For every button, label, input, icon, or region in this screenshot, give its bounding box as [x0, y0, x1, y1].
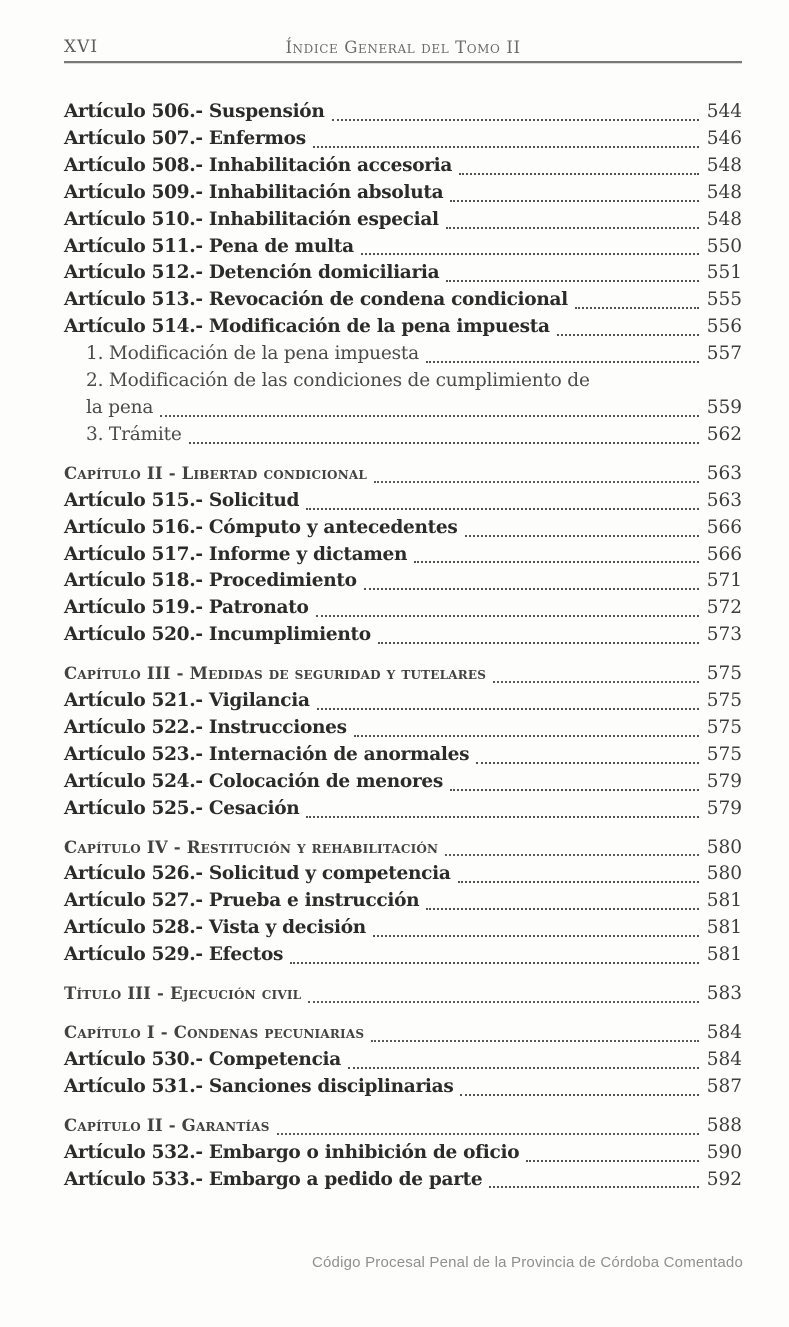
- toc-entry-label: Artículo 528.- Vista y decisión: [64, 917, 366, 939]
- dot-leader: [446, 227, 699, 229]
- toc-entry-page-number: 575: [706, 743, 742, 765]
- toc-entry-page-number: 583: [706, 983, 742, 1005]
- dot-leader: [575, 307, 699, 309]
- toc-entry: [64, 981, 742, 1008]
- toc-entry: [64, 287, 742, 314]
- toc-entry-page-number: 551: [706, 262, 742, 284]
- dot-leader: [290, 962, 699, 964]
- toc-entry-label: Capítulo II - Garantías: [64, 1115, 270, 1135]
- toc-entry-label: Artículo 513.- Revocación de condena condicional: [64, 289, 568, 311]
- toc-entry-page-number: 584: [706, 1048, 742, 1070]
- toc-entry-page-number: 548: [706, 154, 742, 176]
- toc-entry: [64, 1140, 742, 1167]
- dot-leader: [414, 561, 699, 563]
- toc-entry: [64, 1113, 742, 1140]
- toc-entry: [64, 769, 742, 796]
- toc-entry-label: Artículo 515.- Solicitud: [64, 489, 300, 511]
- toc-entry-label: Artículo 516.- Cómputo y antecedentes: [64, 516, 458, 538]
- toc-entry-label: Capítulo II - Libertad condicional: [64, 463, 368, 483]
- toc-entry-label: 3. Trámite: [86, 423, 182, 445]
- toc-entry: [64, 180, 742, 207]
- toc-entry-label: Capítulo III - Medidas de seguridad y tutelares: [64, 664, 487, 684]
- toc-entry-page-number: 544: [706, 101, 742, 122]
- toc-entry: [64, 314, 742, 341]
- toc-entry-label: Artículo 523.- Internación de anormales: [64, 743, 470, 765]
- dot-leader: [374, 481, 699, 483]
- toc-entry-page-number: 563: [706, 462, 742, 484]
- dot-leader: [445, 854, 699, 856]
- toc-entry: [64, 1047, 742, 1074]
- toc-entry: [64, 126, 742, 153]
- dot-leader: [371, 1040, 699, 1042]
- toc-entry: [64, 622, 742, 649]
- header-rule: [64, 61, 742, 63]
- toc-entry: [64, 153, 742, 180]
- toc-entry: [64, 341, 742, 368]
- toc-entry: [64, 422, 742, 449]
- toc-entry-page-number: 580: [706, 863, 742, 885]
- toc-entry-label: Artículo 532.- Embargo o inhibición de oficio: [64, 1141, 520, 1163]
- toc-entry-page-number: 573: [706, 624, 742, 646]
- toc-entry: [64, 568, 742, 595]
- toc-entry-page-number: 592: [706, 1168, 742, 1190]
- dot-leader: [465, 535, 700, 537]
- dot-leader: [446, 280, 699, 282]
- toc-entry-page-number: 581: [706, 890, 742, 912]
- toc-entry-page-number: 572: [706, 597, 742, 619]
- toc-entry-page-number: 550: [706, 235, 742, 257]
- toc-entry-label: Artículo 512.- Detención domiciliaria: [64, 262, 440, 284]
- toc-entry-label: Artículo 529.- Efectos: [64, 944, 284, 966]
- dot-leader: [450, 789, 699, 791]
- toc-entry-label: Artículo 519.- Patronato: [64, 597, 309, 619]
- toc-entry: [64, 515, 742, 542]
- toc-entry: [64, 715, 742, 742]
- toc-entry-page-number: 590: [706, 1141, 742, 1163]
- toc-list: [64, 99, 742, 1193]
- dot-leader: [354, 735, 699, 737]
- toc-entry-label: Artículo 509.- Inhabilitación absoluta: [64, 181, 444, 203]
- dot-leader: [378, 642, 699, 644]
- toc-entry-page-number: 581: [706, 944, 742, 966]
- toc-entry: [64, 742, 742, 769]
- toc-entry: [64, 1167, 742, 1194]
- toc-entry-page-number: 584: [706, 1022, 742, 1043]
- toc-entry-page-number: 562: [706, 423, 742, 445]
- toc-entry: [64, 260, 742, 287]
- dot-leader: [557, 334, 699, 336]
- dot-leader: [364, 588, 699, 590]
- toc-entry-page-number: 575: [706, 690, 742, 712]
- toc-entry-label: Artículo 533.- Embargo a pedido de parte: [64, 1168, 483, 1190]
- dot-leader: [373, 935, 699, 937]
- toc-entry-page-number: 571: [706, 570, 742, 592]
- toc-entry-page-number: 579: [706, 770, 742, 792]
- toc-entry-label: Artículo 524.- Colocación de menores: [64, 770, 443, 792]
- toc-entry-label: Artículo 510.- Inhabilitación especial: [64, 208, 439, 230]
- toc-entry: [64, 542, 742, 569]
- toc-entry-label: Artículo 525.- Cesación: [64, 797, 300, 819]
- toc-entry-label: Artículo 514.- Modificación de la pena impuesta: [64, 316, 550, 338]
- toc-entry-label: Artículo 530.- Competencia: [64, 1048, 341, 1070]
- toc-entry: [64, 835, 742, 862]
- toc-entry-page-number: 579: [706, 797, 742, 819]
- dot-leader: [361, 253, 699, 255]
- dot-leader: [458, 881, 699, 883]
- dot-leader: [489, 1186, 699, 1188]
- dot-leader: [526, 1160, 699, 1162]
- dot-leader: [306, 508, 699, 510]
- toc-entry: [64, 207, 742, 234]
- dot-leader: [476, 762, 699, 764]
- toc-entry-page-number: 555: [706, 289, 742, 311]
- toc-entry: [64, 1020, 742, 1047]
- toc-entry-page-number: 563: [706, 489, 742, 511]
- dot-leader: [189, 442, 699, 444]
- toc-entry: [64, 99, 742, 126]
- dot-leader: [313, 146, 699, 148]
- toc-entry-page-number: 548: [706, 181, 742, 203]
- toc-entry-label: Artículo 507.- Enfermos: [64, 127, 306, 149]
- toc-entry-page-number: 580: [706, 836, 742, 858]
- toc-entry-page-number: 548: [706, 208, 742, 230]
- toc-entry: [64, 915, 742, 942]
- toc-entry-label: Capítulo IV - Restitución y rehabilitación: [64, 837, 439, 857]
- dot-leader: [459, 173, 699, 175]
- toc-entry: [64, 942, 742, 969]
- toc-entry: [64, 888, 742, 915]
- toc-entry-label: Título III - Ejecución civil: [64, 984, 302, 1004]
- toc-entry: [64, 461, 742, 488]
- dot-leader: [460, 1094, 699, 1096]
- toc-entry-label: Artículo 521.- Vigilancia: [64, 690, 310, 712]
- toc-entry: [64, 796, 742, 823]
- toc-entry: [64, 368, 742, 395]
- toc-entry-label: 2. Modificación de las condiciones de cumplimiento de: [86, 370, 590, 392]
- toc-entry: [64, 1074, 742, 1101]
- dot-leader: [493, 681, 699, 683]
- dot-leader: [308, 1001, 699, 1003]
- toc-entry-label: Artículo 527.- Prueba e instrucción: [64, 890, 420, 912]
- dot-leader: [306, 816, 699, 818]
- toc-entry: [64, 661, 742, 688]
- folio-page-number: XVI: [64, 37, 99, 57]
- dot-leader: [426, 908, 699, 910]
- toc-entry-label: Capítulo I - Condenas pecuniarias: [64, 1023, 365, 1042]
- running-header: [64, 0, 742, 57]
- toc-entry: [64, 861, 742, 888]
- dot-leader: [160, 415, 699, 417]
- toc-entry-page-number: 546: [706, 127, 742, 149]
- dot-leader: [450, 200, 699, 202]
- toc-entry-page-number: 588: [706, 1114, 742, 1136]
- toc-entry-label: Artículo 526.- Solicitud y competencia: [64, 863, 451, 885]
- toc-entry-label: Artículo 508.- Inhabilitación accesoria: [64, 154, 453, 176]
- toc-entry: [64, 595, 742, 622]
- toc-entry-label: Artículo 531.- Sanciones disciplinarias: [64, 1075, 454, 1097]
- toc-entry-page-number: 557: [706, 343, 742, 365]
- toc-entry-page-number: 559: [706, 396, 742, 418]
- toc-entry-page-number: 575: [706, 663, 742, 685]
- toc-entry-page-number: 566: [706, 543, 742, 565]
- toc-entry-label: Artículo 506.- Suspensión: [64, 101, 325, 122]
- footer-book-title: Código Procesal Penal de la Provincia de Córdoba Comentado: [311, 1254, 743, 1271]
- toc-entry-label: Artículo 520.- Incumplimiento: [64, 624, 371, 646]
- toc-entry-continuation: [64, 395, 742, 422]
- dot-leader: [348, 1067, 699, 1069]
- toc-entry-label: Artículo 517.- Informe y dictamen: [64, 543, 408, 565]
- toc-entry-label: Artículo 511.- Pena de multa: [64, 235, 354, 257]
- toc-entry-page-number: 587: [706, 1075, 742, 1097]
- dot-leader: [426, 361, 699, 363]
- toc-entry-label: Artículo 518.- Procedimiento: [64, 570, 357, 592]
- toc-entry-label: Artículo 522.- Instrucciones: [64, 716, 347, 738]
- toc-entry-label: 1. Modificación de la pena impuesta: [86, 343, 419, 365]
- toc-entry-page-number: 556: [706, 316, 742, 338]
- toc-entry: [64, 234, 742, 261]
- dot-leader: [317, 708, 699, 710]
- running-header-title: Índice General del Tomo II: [285, 38, 521, 57]
- toc-entry: [64, 688, 742, 715]
- toc-entry-page-number: 581: [706, 917, 742, 939]
- dot-leader: [332, 119, 700, 121]
- toc-entry-label: la pena: [86, 396, 154, 418]
- toc-entry: [64, 488, 742, 515]
- dot-leader: [277, 1133, 699, 1135]
- toc-entry-page-number: 575: [706, 716, 742, 738]
- toc-entry-page-number: 566: [706, 516, 742, 538]
- dot-leader: [316, 615, 699, 617]
